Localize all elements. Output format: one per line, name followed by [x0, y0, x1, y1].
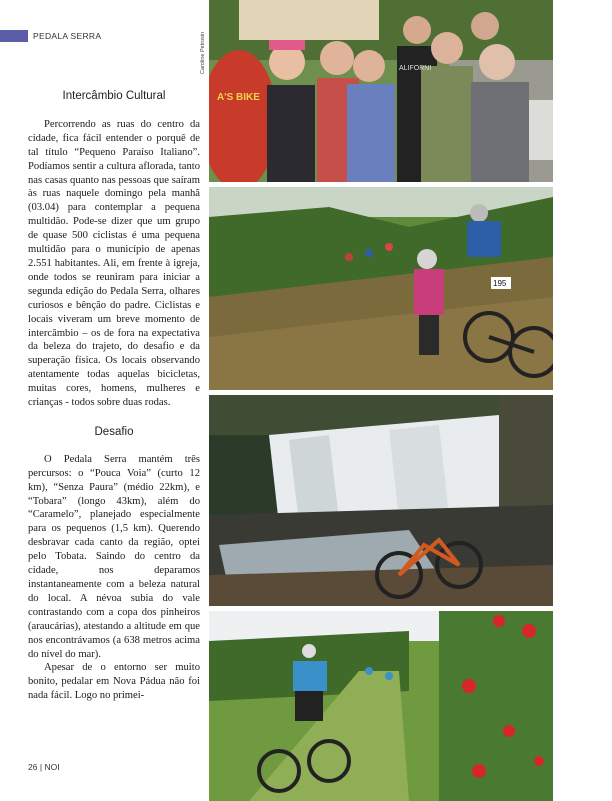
article-column — [28, 90, 200, 703]
heading-intercambio: Intercâmbio Cultural — [62, 90, 166, 102]
footer-separator: | — [39, 762, 43, 772]
heading-desafio: Desafio — [94, 425, 134, 438]
section-color-bar — [0, 30, 28, 42]
paragraph-intercambio: Percorrendo as ruas do centro da cidade, fica fácil entender o porquê de tal título “Pequeno Paraíso Italiano”. Podíamos sentir a cultura aflorada, tanto nas casas quanto nas pessoas que saíram às ruas naquele domingo pela manhã (03.04) para contemplar a pequena multidão. Pode-se dizer que um grupo de quase 500 ciclistas é uma pequena multidão para o município de apenas 2.551 habitantes. Ali, em frente à igreja, onde todos se reuniram para iniciar a segunda edição do Pedala Serra, olhares curiosos e bênção do padre. Ciclistas e locais viveram um breve momento de intercâmbio – os de fora na expectativa da beleza do trajeto, do desafio e da superação física. Os locais observando atentamente todas aquelas bicicletas, muitas cores, homens, mulheres e crianças - todos sobre duas rodas. — [28, 118, 200, 409]
photo-locals-crowd — [209, 0, 553, 182]
photo-credit: Caroline Petrosin — [200, 31, 206, 74]
photo-waterfall-bike — [209, 395, 553, 606]
paragraph-continuation: Apesar de o entorno ser muito bonito, pedalar em Nova Pádua não foi nada fácil. Logo no primei- — [28, 662, 200, 702]
photo2-bib-number: 195 — [493, 279, 507, 288]
page-footer — [28, 762, 60, 772]
photo-rural-path-roses — [209, 611, 553, 801]
section-label: PEDALA SERRA — [33, 31, 102, 41]
photo-cyclists-hill — [209, 187, 553, 390]
page-number: 26 — [28, 762, 38, 772]
photo1-shirt2-text: ALIFORNI — [399, 65, 432, 72]
photo1-shirt-text: A'S BIKE — [217, 92, 260, 103]
magazine-name: NOI — [44, 762, 60, 772]
paragraph-desafio: O Pedala Serra mantém três percursos: o “Pouca Voia” (curto 12 km), “Senza Paura” (médio 22km), e “Tobara” (longo 43km), além do “Caramelo”, planejado especialmente para os pequenos (1,5 km). Querendo desbravar cada canto da região, optei pelo Tobata. Saindo do centro da cidade, nos deparamos instantaneamente com a beleza natural do local. A névoa subia do vale contrastando com a copa dos pinheiros (araucárias), atestando a altitude em que nos encontrávamos (a 638 metros acima do nível do mar). — [28, 453, 200, 660]
